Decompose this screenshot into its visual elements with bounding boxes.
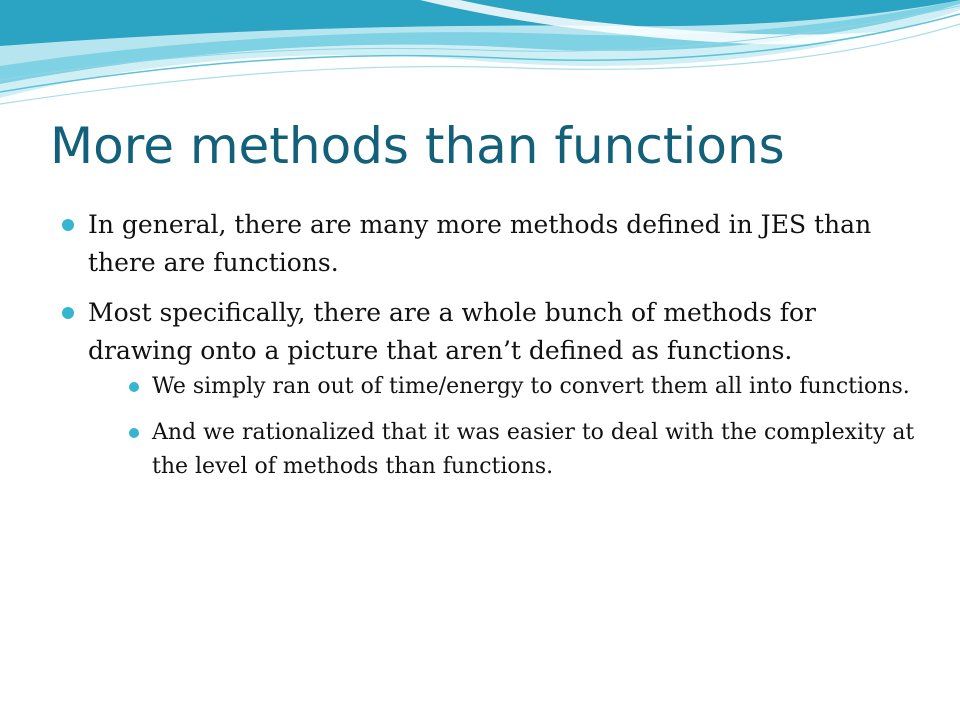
decorative-wave-header: [0, 0, 960, 120]
bullet-item: [60, 206, 920, 282]
slide-body: [60, 206, 920, 496]
sub-bullet-dot-icon: [129, 428, 139, 438]
bullet-dot-icon: [62, 219, 74, 231]
bullet-text: In general, there are many more methods defined in JES than there are functions.: [88, 210, 872, 277]
sub-bullet-list: [88, 370, 920, 484]
bullet-dot-icon: [62, 307, 74, 319]
bullet-list: [60, 206, 920, 484]
bullet-text: Most specifically, there are a whole bunch of methods for drawing onto a picture that aren’t defined as functions.: [88, 298, 816, 365]
sub-bullet-dot-icon: [129, 382, 139, 392]
sub-bullet-text: And we rationalized that it was easier to deal with the complexity at the level of methods than functions.: [152, 420, 915, 479]
sub-bullet-item: [126, 416, 920, 484]
sub-bullet-text: We simply ran out of time/energy to convert them all into functions.: [152, 374, 910, 399]
sub-bullet-item: [126, 370, 920, 404]
slide-title: More methods than functions: [50, 117, 785, 175]
bullet-item: [60, 294, 920, 484]
